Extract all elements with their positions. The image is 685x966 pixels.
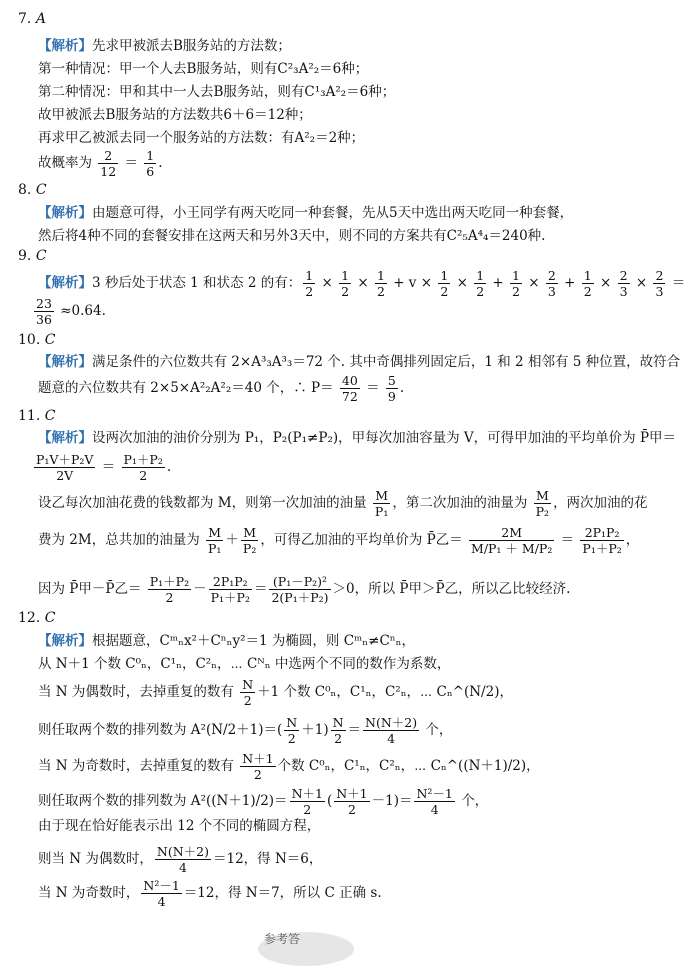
equals: ＝ <box>347 722 362 738</box>
operator: × <box>452 275 473 291</box>
q7-line6-pre: 故概率为 <box>38 155 92 171</box>
q9-number <box>18 246 47 266</box>
q12-line6-end: 个， <box>461 793 489 809</box>
fraction <box>534 488 551 519</box>
operator: ＝ <box>667 275 685 291</box>
numerator: 1 <box>376 268 385 283</box>
equals: ＝ <box>560 532 575 548</box>
denominator: 2 <box>253 767 262 782</box>
q11-line2 <box>32 452 171 483</box>
denominator: P₁ <box>374 504 389 519</box>
numerator: N＋1 <box>291 786 323 801</box>
fraction <box>34 296 54 327</box>
numerator: N(N＋2) <box>156 844 209 859</box>
numerator: M <box>373 488 390 504</box>
fraction <box>122 452 165 483</box>
denominator: M/P₁ ＋ M/P₂ <box>471 541 553 556</box>
fraction <box>334 786 369 817</box>
q12-line5-end: 个数 C⁰ₙ，C¹ₙ，C²ₙ，⋯ Cₙ^((N＋1)/2)， <box>277 758 540 774</box>
q7-line5: 再求甲乙被派去同一个服务站的方法数：有A²₂＝2种； <box>38 130 365 146</box>
numerator: 1 <box>341 268 350 283</box>
fraction <box>653 268 665 299</box>
numerator: N＋1 <box>336 786 368 801</box>
fraction <box>375 268 387 299</box>
denominator: P₁ <box>208 541 222 556</box>
fraction <box>241 525 258 556</box>
operator: × <box>524 275 544 291</box>
fraction <box>206 525 223 556</box>
q8-line2: 然后将4种不同的套餐安排在这两天和另外3天中，则不同的方案共有C²₅A⁴₄＝240种. <box>38 228 546 244</box>
fraction <box>284 715 299 746</box>
denominator: 2 <box>440 284 449 299</box>
denominator: 2 <box>243 693 252 708</box>
denominator: 2V <box>56 468 74 483</box>
numerator: N(N＋2) <box>365 715 418 730</box>
denominator: 3 <box>619 284 628 299</box>
q12-line4-end: 个， <box>425 722 453 738</box>
q11-line5 <box>38 574 570 605</box>
fraction <box>474 268 486 299</box>
q9-line2-end: ≈0.64. <box>60 303 106 319</box>
operator: + v × <box>388 275 437 291</box>
q12-line6 <box>38 786 488 817</box>
equals: ＝ <box>253 581 268 597</box>
equals: ＝ <box>101 459 116 475</box>
q10-line1 <box>38 352 680 372</box>
q7-line3: 第二种情况：甲和其中一人去B服务站，则有C¹₃A²₂＝6种； <box>38 84 396 100</box>
fraction <box>546 268 558 299</box>
q12-line3-end: ＋1 个数 C⁰ₙ，C¹ₙ，C²ₙ，⋯ Cₙ^(N/2)， <box>257 684 513 700</box>
denominator: 9 <box>387 389 396 404</box>
denominator: 36 <box>36 312 52 327</box>
q7-answer: A <box>35 11 46 27</box>
q10-number <box>18 330 55 350</box>
numerator: N <box>242 677 254 692</box>
numerator: P₁＋P₂ <box>123 452 163 467</box>
numerator: 2 <box>619 268 628 283</box>
q10-analysis-tag: 【解析】 <box>38 354 92 370</box>
operator: × <box>317 275 338 291</box>
q11-analysis-tag: 【解析】 <box>38 430 92 446</box>
denominator: 6 <box>146 164 155 179</box>
q11-answer: C <box>44 408 56 424</box>
q12-line2: 从 N＋1 个数 C⁰ₙ，C¹ₙ，C²ₙ，⋯ Cᴺₙ 中选两个不同的数作为系数， <box>38 656 451 672</box>
q8-answer: C <box>35 182 47 198</box>
numerator: 1 <box>583 268 592 283</box>
denominator: 2 <box>303 802 312 817</box>
q11-line3 <box>38 488 648 519</box>
denominator: P₂ <box>535 504 550 519</box>
denominator: 2 <box>334 731 343 746</box>
numerator: P₁＋P₂ <box>149 574 190 589</box>
q8-number <box>18 180 47 200</box>
numerator: P₁V＋P₂V <box>36 452 94 467</box>
q12-line8 <box>38 844 322 875</box>
numerator: M <box>206 525 223 541</box>
fraction <box>386 373 398 404</box>
fraction <box>582 268 594 299</box>
denominator: 2 <box>341 284 350 299</box>
denominator: P₂ <box>242 541 257 556</box>
numerator: N <box>332 715 344 730</box>
q9-answer: C <box>35 248 47 264</box>
q11-line2-end: . <box>166 459 172 475</box>
numerator: N²－1 <box>416 786 453 801</box>
q10-line2-pre: 题意的六位数共有 2×5×A²₂A²₂＝40 个，∴ P＝ <box>38 380 334 396</box>
denominator: 2(P₁＋P₂) <box>271 590 329 605</box>
q12-answer: C <box>44 610 56 626</box>
q12-line5-pre: 当 N 为奇数时，去掉重复的数有 <box>38 758 234 774</box>
minus: － <box>193 581 207 597</box>
numerator: N²－1 <box>143 878 180 893</box>
q11-line3-end: ，两次加油的花 <box>553 495 648 511</box>
numerator: 1 <box>476 268 485 283</box>
operator: + <box>559 275 580 291</box>
q12-line1 <box>38 631 415 651</box>
q11-line4-mid: ，可得乙加油的平均单价为 P̄乙＝ <box>260 532 463 548</box>
fraction <box>98 148 118 179</box>
q10-answer: C <box>44 332 56 348</box>
q9-line2 <box>32 296 106 327</box>
numerator: N <box>286 715 298 730</box>
equals: ＝ <box>124 155 138 171</box>
q12-line9 <box>38 878 382 909</box>
numerator: 1 <box>440 268 449 283</box>
q12-line9-pre: 当 N 为奇数时， <box>38 885 140 901</box>
denominator: 4 <box>430 802 439 817</box>
fraction <box>155 844 211 875</box>
q12-line8-end: ＝12，得 N＝6， <box>213 851 323 867</box>
denominator: 2 <box>376 284 385 299</box>
page-footer <box>240 926 360 956</box>
denominator: 72 <box>341 389 358 404</box>
denominator: 12 <box>100 164 117 179</box>
fraction <box>414 786 454 817</box>
q12-line5 <box>38 751 540 782</box>
fraction <box>34 452 95 483</box>
q8-analysis-tag: 【解析】 <box>38 205 92 221</box>
q11-text1: 设两次加油的油价分别为 P₁，P₂(P₁≠P₂)，甲每次加油容量为 V，可得甲加油的平均单价为 P̄甲＝ <box>92 430 677 446</box>
fraction <box>438 268 450 299</box>
fraction <box>240 677 255 708</box>
denominator: 4 <box>157 894 166 909</box>
fraction <box>240 751 275 782</box>
numerator: (P₁－P₂)² <box>269 574 330 590</box>
q11-line3-pre: 设乙每次加油花费的钱数都为 M，则第一次加油的油量 <box>38 495 367 511</box>
q8-num: 8. <box>18 182 32 198</box>
plus: ＋ <box>225 532 239 548</box>
q10-num: 10. <box>18 332 41 348</box>
q12-analysis-tag: 【解析】 <box>38 633 92 649</box>
fraction <box>363 715 419 746</box>
fraction <box>373 488 390 519</box>
numerator: 23 <box>36 296 52 311</box>
fraction <box>580 525 623 556</box>
q8-text1: 由题意可得，小王同学有两天吃同一种套餐，先从5天中选出两天吃同一种套餐， <box>92 205 574 221</box>
q12-line4 <box>38 715 452 746</box>
denominator: 2 <box>305 284 314 299</box>
q9-num: 9. <box>18 248 32 264</box>
denominator: 4 <box>387 731 396 746</box>
fraction <box>340 373 360 404</box>
q11-line4 <box>38 525 639 556</box>
denominator: 4 <box>178 860 187 875</box>
q12-text1: 根据题意，Cᵐₙx²＋Cⁿₙy²＝1 为椭圆，则 Cᵐₙ≠Cⁿₙ， <box>92 633 415 649</box>
q12-line6-pre: 则任取两个数的排列数为 A²((N＋1)/2)＝ <box>38 793 288 809</box>
q12-number <box>18 608 55 628</box>
q11-line4-pre: 费为 2M，总共加的油量为 <box>38 532 200 548</box>
q9-analysis-tag: 【解析】 <box>38 275 92 291</box>
q12-line8-pre: 则当 N 为偶数时， <box>38 851 153 867</box>
numerator: 5 <box>387 373 396 388</box>
q7-line6-end: . <box>158 155 163 171</box>
numerator: 2P₁P₂ <box>209 574 252 590</box>
denominator: 2 <box>476 284 485 299</box>
q12-line6-mid: ( <box>326 793 333 809</box>
numerator: M <box>241 525 258 541</box>
q12-num: 12. <box>18 610 41 626</box>
q12-line7: 由于现在恰好能表示出 12 个不同的椭圆方程， <box>38 818 321 834</box>
q7-num: 7. <box>18 11 32 27</box>
denominator: 2 <box>139 468 148 483</box>
numerator: 2 <box>98 148 118 164</box>
numerator: M <box>534 488 551 504</box>
fraction <box>141 878 181 909</box>
q11-line1 <box>38 428 676 448</box>
q7-number <box>18 9 46 29</box>
numerator: 2P₁P₂ <box>580 525 623 541</box>
fraction <box>331 715 346 746</box>
q12-line4-mid: ＋1) <box>301 722 329 738</box>
numerator: N＋1 <box>242 751 274 766</box>
denominator: P₁＋P₂ <box>210 590 250 605</box>
q12-line9-end: ＝12，得 N＝7，所以 C 正确 s. <box>183 885 382 901</box>
fraction <box>209 574 252 605</box>
fraction <box>290 786 325 817</box>
fraction <box>618 268 630 299</box>
denominator: 2 <box>512 284 520 299</box>
denominator: 2 <box>287 731 296 746</box>
q11-line5-pre: 因为 P̄甲－P̄乙＝ <box>38 581 142 597</box>
q12-line4-pre: 则任取两个数的排列数为 A²(N/2＋1)＝( <box>38 722 283 738</box>
denominator: 3 <box>547 284 556 299</box>
q8-line1 <box>38 203 573 223</box>
operator: × <box>595 275 616 291</box>
fraction <box>339 268 351 299</box>
q10-text1: 满足条件的六位数共有 2×A³₃A³₃＝72 个. 其中奇偶排列固定后，1 和 2 相邻有 5 种位置，故符合 <box>92 354 681 370</box>
numerator: 2 <box>655 268 664 283</box>
q7-line6 <box>38 148 163 179</box>
q7-line2: 第一种情况：甲一个人去B服务站，则有C²₃A²₂＝6种； <box>38 61 369 77</box>
numerator: 1 <box>146 148 155 163</box>
q7-line1 <box>38 36 291 56</box>
operator: × <box>353 275 373 291</box>
denominator: 2 <box>583 284 592 299</box>
q9-line1 <box>38 268 685 299</box>
denominator: 2 <box>347 802 356 817</box>
q11-line4-end: ， <box>625 532 640 548</box>
q10-line2-end: . <box>399 380 405 396</box>
q9-expression <box>301 268 685 299</box>
q7-text1: 先求甲被派去B服务站的方法数； <box>92 38 291 54</box>
q11-number <box>18 406 55 426</box>
denominator: 2 <box>165 590 174 605</box>
fraction <box>303 268 315 299</box>
q7-analysis-tag: 【解析】 <box>38 38 92 54</box>
fraction <box>269 574 330 605</box>
denominator: 3 <box>655 284 664 299</box>
q7-line4: 故甲被派去B服务站的方法数共6＋6＝12种； <box>38 107 312 123</box>
fraction <box>148 574 191 605</box>
numerator: 1 <box>512 268 520 283</box>
q11-line3-mid: ，第二次加油的油量为 <box>392 495 528 511</box>
operator: × <box>631 275 652 291</box>
q11-num: 11. <box>18 408 41 424</box>
fraction <box>469 525 554 556</box>
q12-line3-pre: 当 N 为偶数时，去掉重复的数有 <box>38 684 234 700</box>
numerator: 1 <box>305 268 314 283</box>
footer-text: 参考答 <box>264 932 301 946</box>
q9-text1: 3 秒后处于状态 1 和状态 2 的有： <box>92 275 302 291</box>
fraction <box>510 268 522 299</box>
q12-line6-mid2: －1)＝ <box>371 793 413 809</box>
fraction <box>144 148 156 179</box>
operator: + <box>488 275 509 291</box>
q11-line5-end: ＞0，所以 P̄甲＞P̄乙，所以乙比较经济. <box>332 581 571 597</box>
equals: ＝ <box>366 380 380 396</box>
numerator: 40 <box>341 373 358 388</box>
numerator: 2M <box>469 525 554 541</box>
q12-line3 <box>38 677 513 708</box>
denominator: P₁＋P₂ <box>582 541 622 556</box>
q10-line2 <box>38 373 404 404</box>
numerator: 2 <box>547 268 556 283</box>
